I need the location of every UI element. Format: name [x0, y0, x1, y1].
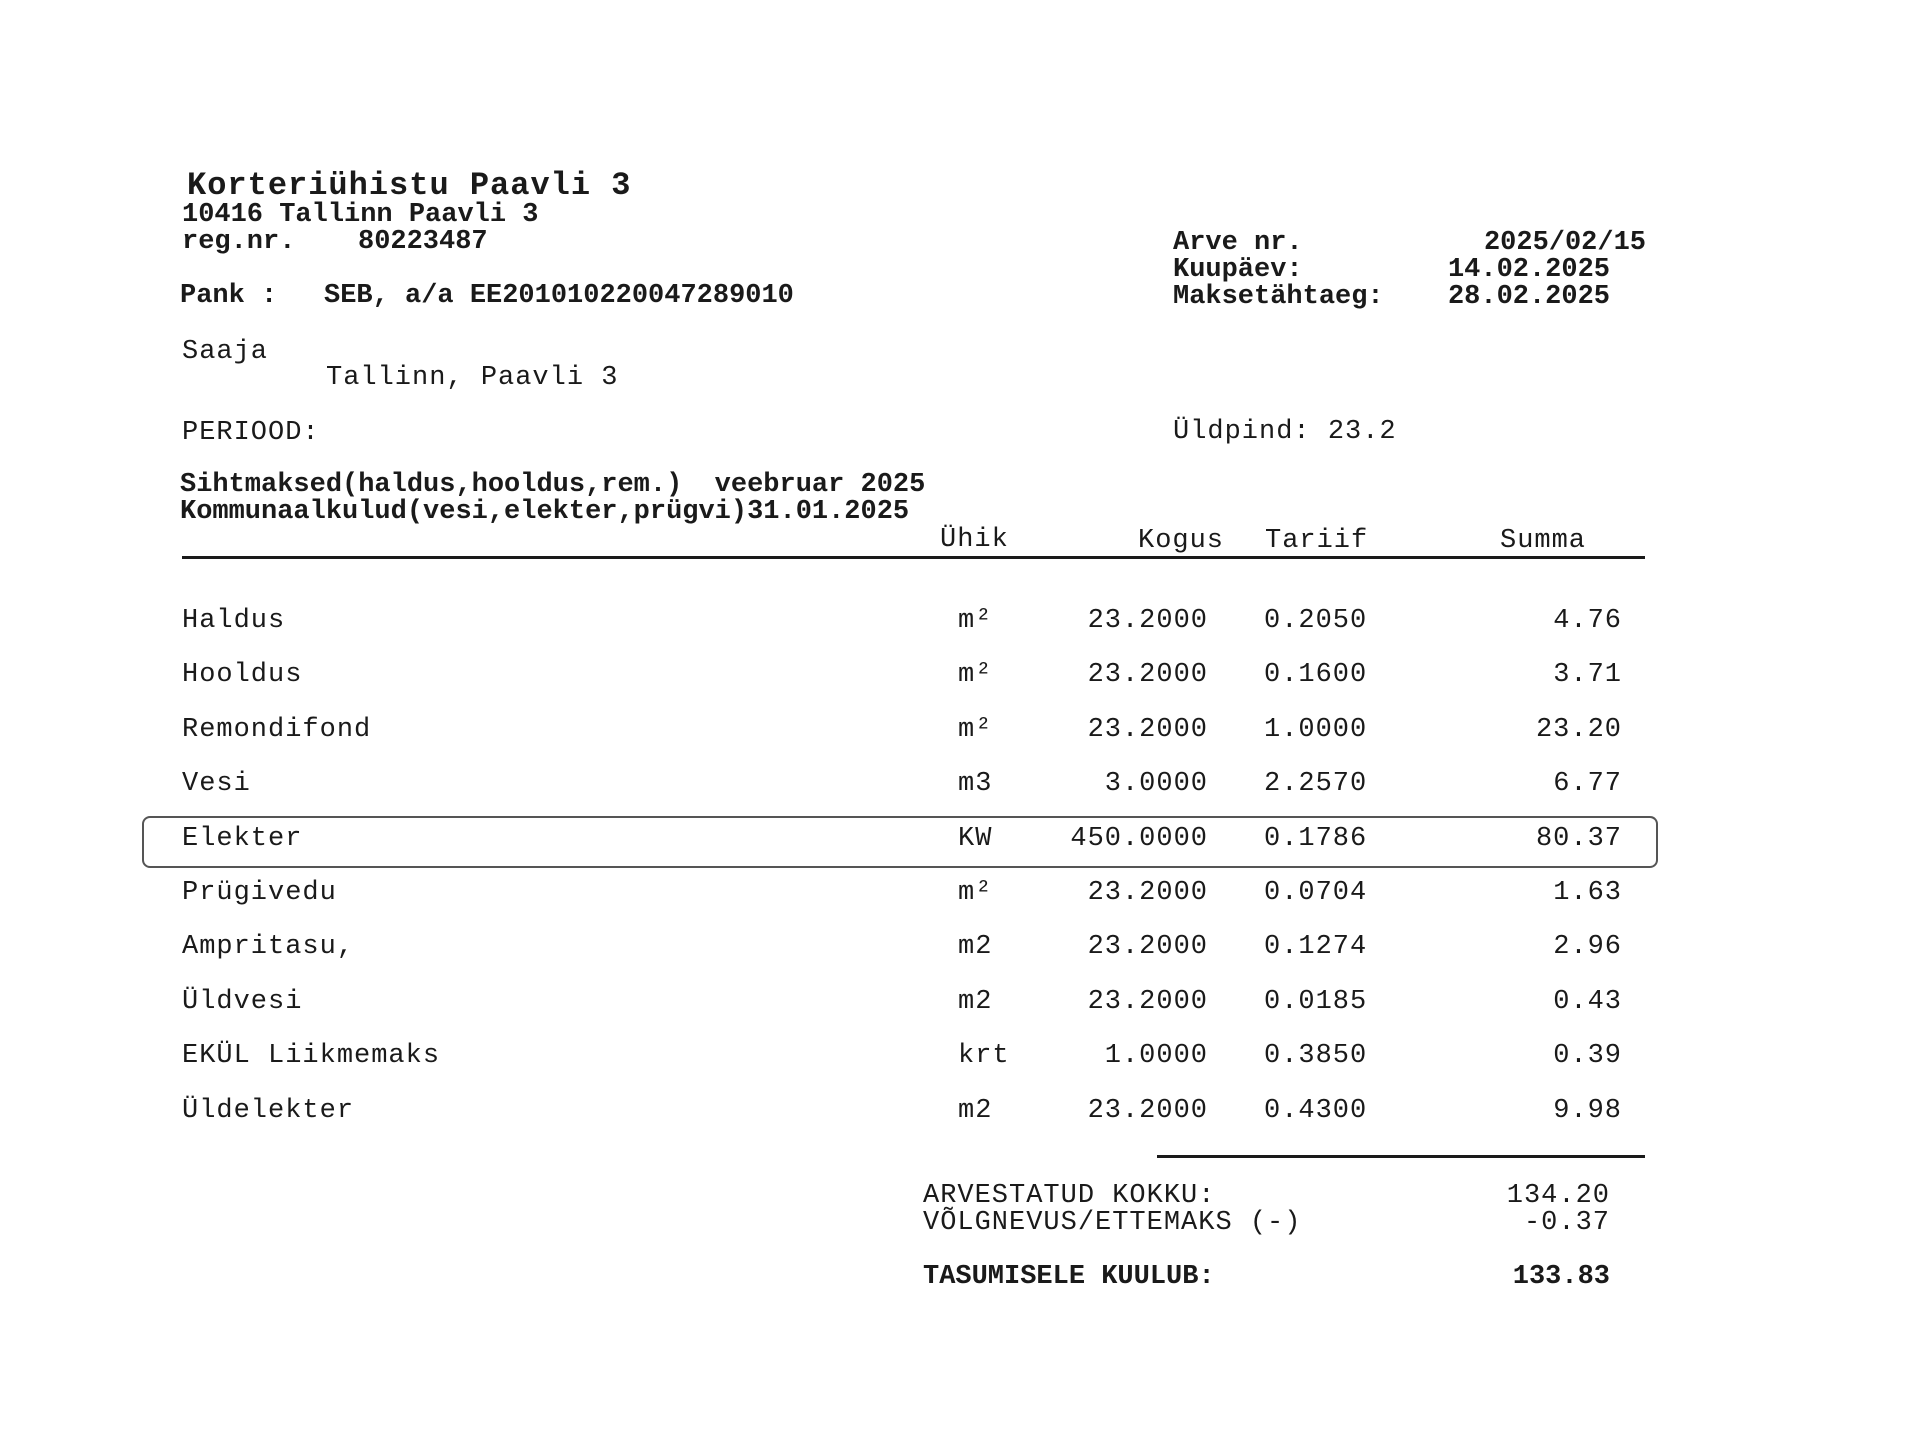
item-quantity: 3.0000	[1104, 769, 1208, 799]
amount-due-value: 133.83	[1512, 1262, 1610, 1292]
invoice-no-label: Arve nr.	[1173, 228, 1303, 258]
company-name: Korteriühistu Paavli 3	[187, 167, 632, 204]
item-quantity: 450.0000	[1070, 824, 1208, 854]
item-quantity: 23.2000	[1087, 1096, 1208, 1126]
item-sum: 6.77	[1553, 769, 1622, 799]
item-quantity: 23.2000	[1087, 878, 1208, 908]
item-unit: krt	[958, 1041, 1010, 1071]
item-rate: 0.2050	[1264, 606, 1368, 636]
item-unit: m3	[958, 769, 993, 799]
item-rate: 0.3850	[1264, 1041, 1368, 1071]
calculated-total-label: ARVESTATUD KOKKU:	[923, 1181, 1216, 1211]
reg-label: reg.nr.	[182, 227, 296, 257]
item-sum: 3.71	[1553, 660, 1622, 690]
bank-label: Pank :	[180, 281, 278, 311]
item-name: Hooldus	[182, 660, 303, 690]
item-quantity: 23.2000	[1087, 987, 1208, 1017]
invoice-date-value: 14.02.2025	[1447, 255, 1610, 285]
total-area: Üldpind: 23.2	[1173, 417, 1397, 447]
item-name: Haldus	[182, 606, 286, 636]
item-quantity: 23.2000	[1087, 606, 1208, 636]
item-unit: m2	[958, 987, 993, 1017]
company-address: 10416 Tallinn Paavli 3	[182, 200, 539, 230]
item-name: Vesi	[182, 769, 251, 799]
item-unit: m²	[958, 715, 993, 745]
item-sum: 9.98	[1553, 1096, 1622, 1126]
item-unit: KW	[958, 824, 993, 854]
item-rate: 1.0000	[1264, 715, 1368, 745]
item-sum: 0.39	[1553, 1041, 1622, 1071]
col-unit: Ühik	[940, 525, 1009, 555]
recipient-address: Tallinn, Paavli 3	[326, 363, 619, 393]
item-quantity: 23.2000	[1087, 660, 1208, 690]
period-label: PERIOOD:	[182, 418, 320, 448]
recipient-label: Saaja	[182, 337, 269, 367]
item-rate: 0.1600	[1264, 660, 1368, 690]
item-unit: m2	[958, 1096, 993, 1126]
item-sum: 23.20	[1535, 715, 1622, 745]
item-quantity: 23.2000	[1087, 715, 1208, 745]
item-sum: 2.96	[1553, 932, 1622, 962]
debt-value: -0.37	[1523, 1208, 1610, 1238]
item-rate: 0.4300	[1264, 1096, 1368, 1126]
bank-value: SEB, a/a EE201010220047289010	[324, 281, 794, 311]
item-quantity: 23.2000	[1087, 932, 1208, 962]
item-sum: 80.37	[1535, 824, 1622, 854]
calculated-total-value: 134.20	[1506, 1181, 1610, 1211]
item-rate: 0.1786	[1264, 824, 1368, 854]
due-date-label: Maksetähtaeg:	[1173, 282, 1384, 312]
invoice-date-label: Kuupäev:	[1173, 255, 1303, 285]
item-quantity: 1.0000	[1104, 1041, 1208, 1071]
totals-rule	[1157, 1155, 1645, 1158]
item-name: Elekter	[182, 824, 303, 854]
amount-due-label: TASUMISELE KUULUB:	[923, 1262, 1215, 1292]
item-rate: 0.0185	[1264, 987, 1368, 1017]
item-sum: 0.43	[1553, 987, 1622, 1017]
item-name: EKÜL Liikmemaks	[182, 1041, 441, 1071]
item-unit: m2	[958, 932, 993, 962]
item-rate: 0.1274	[1264, 932, 1368, 962]
highlight-box	[142, 816, 1658, 868]
section-title-utilities: Kommunaalkulud(vesi,elekter,prügvi)31.01.2025	[180, 497, 910, 527]
item-name: Ampritasu,	[182, 932, 355, 962]
reg-number: 80223487	[358, 227, 488, 257]
due-date-value: 28.02.2025	[1447, 282, 1610, 312]
item-name: Üldvesi	[182, 987, 303, 1017]
invoice-no-value: 2025/02/15	[1483, 228, 1646, 258]
item-rate: 0.0704	[1264, 878, 1368, 908]
item-rate: 2.2570	[1264, 769, 1368, 799]
item-name: Üldelekter	[182, 1096, 355, 1126]
debt-label: VÕLGNEVUS/ETTEMAKS (-)	[923, 1208, 1302, 1238]
item-sum: 4.76	[1553, 606, 1622, 636]
header-rule	[182, 556, 1645, 559]
col-qty: Kogus	[1138, 526, 1225, 556]
item-unit: m²	[958, 878, 993, 908]
col-sum: Summa	[1500, 526, 1587, 556]
item-unit: m²	[958, 606, 993, 636]
item-name: Prügivedu	[182, 878, 337, 908]
section-title-fees: Sihtmaksed(haldus,hooldus,rem.) veebruar 2025	[180, 470, 926, 500]
item-name: Remondifond	[182, 715, 372, 745]
col-rate: Tariif	[1265, 526, 1369, 556]
item-unit: m²	[958, 660, 993, 690]
item-sum: 1.63	[1553, 878, 1622, 908]
